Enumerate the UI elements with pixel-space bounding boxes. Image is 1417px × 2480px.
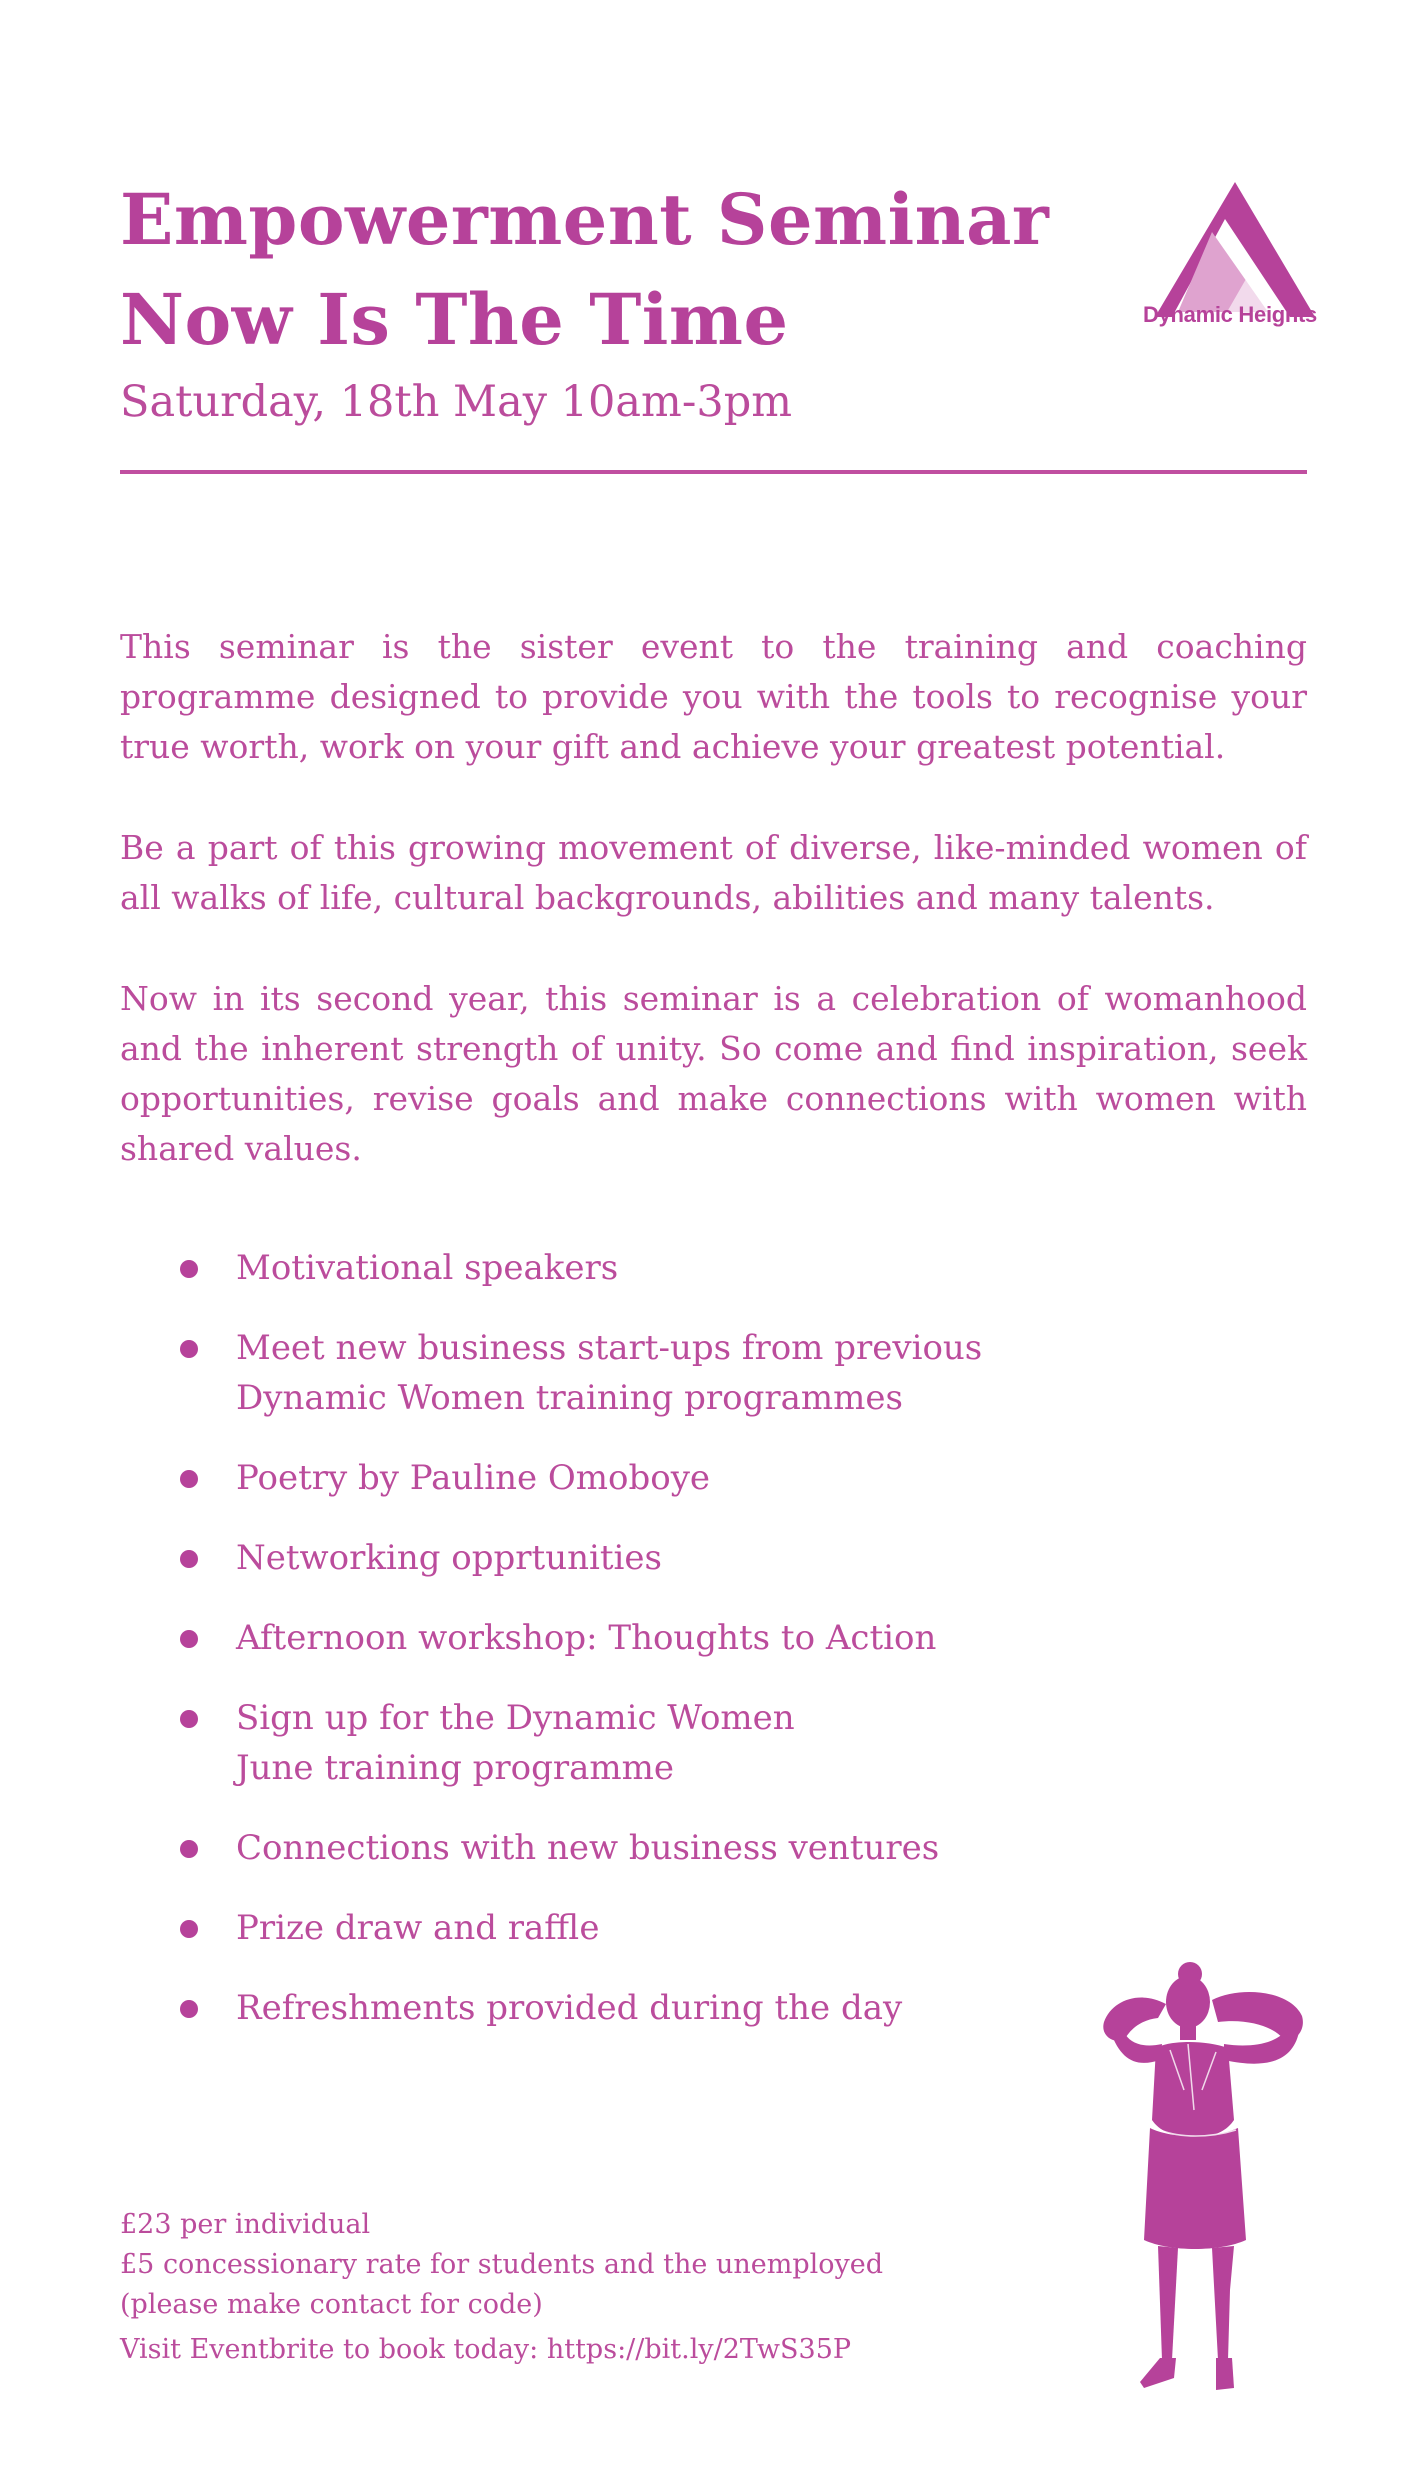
bullet-icon [180,1550,198,1568]
list-item [180,1453,1180,1503]
header-divider [120,470,1307,474]
list-item-text: Meet new business start-ups from previous Dynamic Women training programmes [236,1328,983,1418]
celebration-paragraph: Now in its second year, this seminar is a celebration of womanhood and the inherent strength of unity. So come and find inspiration, seek opportunities, revise goals and make connections with women with shared values. [120,979,1307,1168]
booking-link[interactable]: Visit Eventbrite to book today: https://bit.ly/2TwS35P [120,2334,852,2365]
intro-paragraph: This seminar is the sister event to the training and coaching programme designed to provide you with the tools to recognise your true worth, work on your gift and achieve your greatest potential. [120,627,1307,766]
list-item-text: Sign up for the Dynamic Women June training programme [236,1698,795,1788]
price-individual: £23 per individual [120,2209,371,2240]
list-item [180,1983,1180,2033]
movement-paragraph: Be a part of this growing movement of diverse, like-minded women of all walks of life, cultural backgrounds, abilities and many talents. [120,828,1307,917]
bullet-icon [180,1920,198,1938]
list-item [180,1243,1180,1293]
bullet-icon [180,1840,198,1858]
list-item-text: Afternoon workshop: Thoughts to Action [236,1618,937,1658]
price-concession: £5 concessionary rate for students and the unemployed [120,2249,884,2280]
list-item [180,1533,1180,1583]
page-title [120,170,1049,370]
list-item-text: Prize draw and raffle [236,1908,600,1948]
title-line-1: Empowerment Seminar [120,178,1050,261]
list-item [180,1693,1180,1793]
list-item [180,1613,1180,1663]
list-item-text: Connections with new business ventures [236,1828,940,1868]
event-date: Saturday, 18th May 10am-3pm [120,377,793,427]
bullet-icon [180,1470,198,1488]
list-item [180,1823,1180,1873]
price-note: (please make contact for code) [120,2289,543,2320]
bullet-icon [180,1710,198,1728]
feature-list [180,1243,1180,2033]
bullet-icon [180,1630,198,1648]
woman-silhouette-icon [1100,1960,1310,2400]
list-item-text: Networking opprtunities [236,1538,662,1578]
bullet-icon [180,2000,198,2018]
list-item-text: Poetry by Pauline Omoboye [236,1458,711,1498]
pricing-info [120,2205,883,2325]
bullet-icon [180,1260,198,1278]
list-item-text: Refreshments provided during the day [236,1988,903,2028]
list-item [180,1323,1180,1423]
title-line-2: Now Is The Time [120,278,789,361]
logo-text: Dynamic Heights [1143,302,1317,327]
bullet-icon [180,1340,198,1358]
list-item-text: Motivational speakers [236,1248,619,1288]
list-item [180,1903,1180,1953]
